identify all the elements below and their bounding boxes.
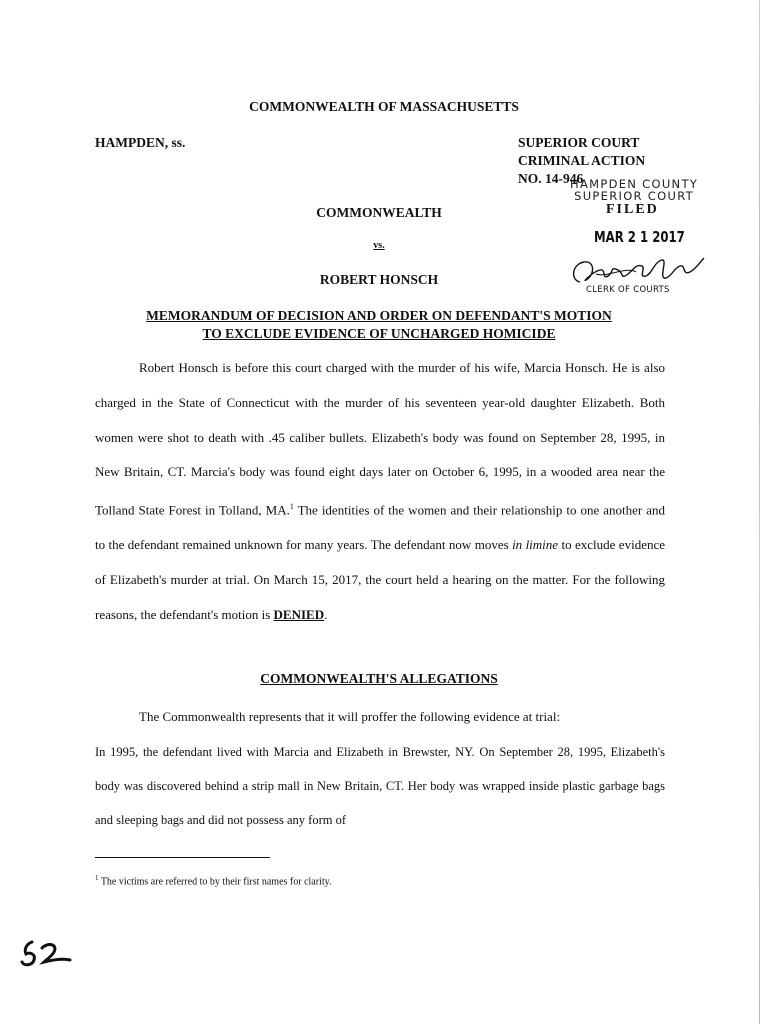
defendant-name: ROBERT HONSCH	[319, 272, 439, 287]
memo-title-line1: MEMORANDUM OF DECISION AND ORDER ON DEFENDANT'S MOTION	[146, 308, 612, 323]
intro-text-a: Robert Honsch is before this court charged with the murder of his wife, Marcia Honsch. He is also charged in the State of Connecticut with the murder of his seventeen year-old daughter Elizabeth. Both women were shot to death with .45 caliber bullets. Elizabeth's body was found on September 28, 1995, in New Britain, CT. Marcia's body was found eight days later on October 6, 1995, in a wooded area near the Tolland State Forest in Tolland, MA.	[95, 360, 665, 518]
stamp-court-line: SUPERIOR COURT	[574, 189, 694, 203]
section-paragraph: In 1995, the defendant lived with Marcia and Elizabeth in Brewster, NY. On September 28, 1995, Elizabeth's body was discovered behind a strip mall in New Britain, CT. Her body was wrapped inside plastic garbage bags and sleeping bags and did not possess any form of	[95, 745, 665, 827]
section-lead: The Commonwealth represents that it will proffer the following evidence at trial:	[139, 709, 561, 724]
footnote-text: The victims are referred to by their first names for clarity.	[98, 876, 332, 888]
memo-title-line2: TO EXCLUDE EVIDENCE OF UNCHARGED HOMICIDE	[202, 326, 556, 341]
state-heading: COMMONWEALTH OF MASSACHUSETTS	[249, 99, 519, 114]
intro-text-d: .	[324, 606, 328, 622]
stamp-county-line: HAMPDEN COUNTY	[570, 177, 699, 191]
section-heading: COMMONWEALTH'S ALLEGATIONS	[260, 671, 498, 686]
footnote-number: 1	[95, 874, 99, 882]
county-label: HAMPDEN, ss.	[95, 135, 186, 150]
versus-label: vs.	[373, 240, 385, 251]
intro-text-c: to exclude evidence of Elizabeth's murder at trial. On March 15, 2017, the court held a hearing on the matter. For the following reasons, the defendant's motion is	[95, 537, 665, 622]
plaintiff-name: COMMONWEALTH	[316, 205, 442, 220]
footnote-reference: 1	[289, 502, 294, 512]
footnote	[95, 874, 331, 887]
filed-stamp-date: MAR 2 1 2017	[594, 228, 685, 246]
memorandum-title	[0, 307, 758, 343]
court-name: SUPERIOR COURT	[518, 135, 640, 150]
ruling-denied: DENIED	[273, 606, 325, 622]
filed-stamp-county	[570, 178, 698, 202]
footnote-divider	[95, 857, 270, 858]
case-number: NO. 14-946	[518, 171, 584, 186]
clerk-of-courts-label: CLERK OF COURTS	[586, 285, 670, 295]
filed-stamp-label: FILED	[606, 202, 659, 217]
page-edge-divider	[759, 0, 760, 1024]
intro-text-b: The identities of the women and their relationship to one another and to the defendant remained unknown for many years. The defendant now moves	[95, 502, 666, 553]
action-type: CRIMINAL ACTION	[518, 153, 646, 168]
intro-italic-term: in limine	[512, 537, 559, 553]
intro-paragraph	[95, 351, 665, 633]
handwritten-page-mark	[18, 930, 78, 970]
